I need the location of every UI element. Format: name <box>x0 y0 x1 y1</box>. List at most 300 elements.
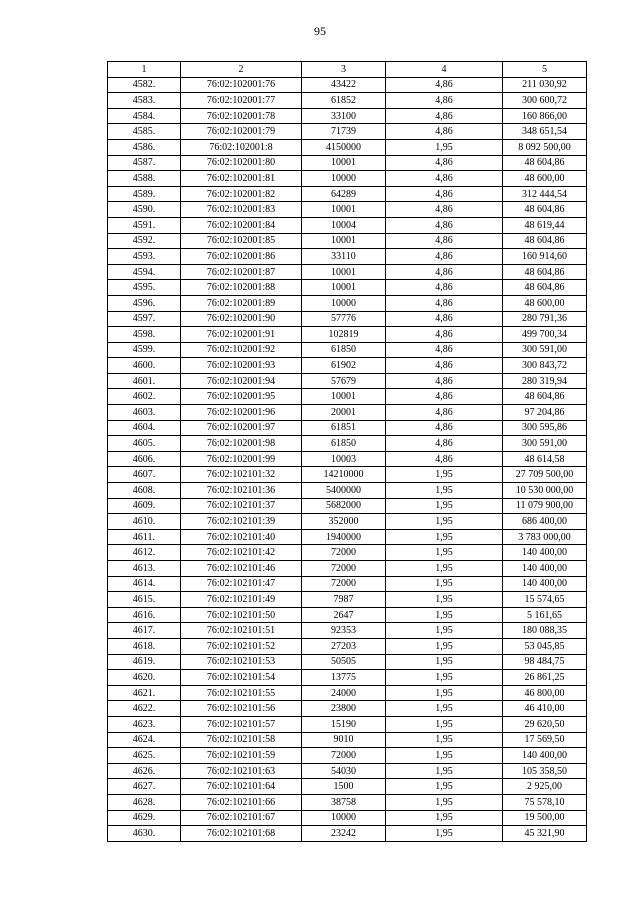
rate-cell: 1,95 <box>386 139 503 155</box>
table-row <box>108 685 587 701</box>
value-cell: 27 709 500,00 <box>503 467 587 483</box>
row-number-cell: 4617. <box>108 623 181 639</box>
table-row <box>108 124 587 140</box>
row-number-cell: 4606. <box>108 451 181 467</box>
cadastral-number-cell: 76:02:102101:49 <box>181 592 302 608</box>
area-cell: 64289 <box>302 186 386 202</box>
rate-cell: 1,95 <box>386 826 503 842</box>
area-cell: 72000 <box>302 545 386 561</box>
row-number-cell: 4612. <box>108 545 181 561</box>
area-cell: 61850 <box>302 342 386 358</box>
rate-cell: 1,95 <box>386 576 503 592</box>
rate-cell: 4,86 <box>386 373 503 389</box>
cadastral-number-cell: 76:02:102101:32 <box>181 467 302 483</box>
table-row <box>108 295 587 311</box>
cadastral-number-cell: 76:02:102101:68 <box>181 826 302 842</box>
row-number-cell: 4608. <box>108 483 181 499</box>
row-number-cell: 4593. <box>108 249 181 265</box>
cadastral-number-cell: 76:02:102101:52 <box>181 638 302 654</box>
row-number-cell: 4628. <box>108 794 181 810</box>
table-row <box>108 732 587 748</box>
column-header: 1 <box>108 62 181 78</box>
row-number-cell: 4602. <box>108 389 181 405</box>
cadastral-number-cell: 76:02:102001:94 <box>181 373 302 389</box>
cadastral-number-cell: 76:02:102001:89 <box>181 295 302 311</box>
table-row <box>108 623 587 639</box>
row-number-cell: 4626. <box>108 763 181 779</box>
row-number-cell: 4603. <box>108 405 181 421</box>
rate-cell: 4,86 <box>386 311 503 327</box>
row-number-cell: 4623. <box>108 716 181 732</box>
value-cell: 160 866,00 <box>503 108 587 124</box>
area-cell: 13775 <box>302 670 386 686</box>
cadastral-number-cell: 76:02:102001:76 <box>181 77 302 93</box>
row-number-cell: 4598. <box>108 327 181 343</box>
value-cell: 48 604,86 <box>503 155 587 171</box>
area-cell: 57776 <box>302 311 386 327</box>
area-cell: 10004 <box>302 217 386 233</box>
value-cell: 53 045,85 <box>503 638 587 654</box>
cadastral-number-cell: 76:02:102001:93 <box>181 358 302 374</box>
value-cell: 48 604,86 <box>503 389 587 405</box>
cadastral-number-cell: 76:02:102001:86 <box>181 249 302 265</box>
table-row <box>108 576 587 592</box>
cadastral-number-cell: 76:02:102001:78 <box>181 108 302 124</box>
table-row <box>108 451 587 467</box>
rate-cell: 4,86 <box>386 233 503 249</box>
rate-cell: 4,86 <box>386 155 503 171</box>
row-number-cell: 4604. <box>108 420 181 436</box>
table-row <box>108 311 587 327</box>
value-cell: 48 604,86 <box>503 233 587 249</box>
row-number-cell: 4619. <box>108 654 181 670</box>
value-cell: 17 569,50 <box>503 732 587 748</box>
rate-cell: 4,86 <box>386 436 503 452</box>
cadastral-number-cell: 76:02:102001:96 <box>181 405 302 421</box>
row-number-cell: 4607. <box>108 467 181 483</box>
cadastral-number-cell: 76:02:102001:8 <box>181 139 302 155</box>
table-row <box>108 420 587 436</box>
value-cell: 19 500,00 <box>503 810 587 826</box>
area-cell: 61850 <box>302 436 386 452</box>
row-number-cell: 4614. <box>108 576 181 592</box>
area-cell: 10001 <box>302 264 386 280</box>
area-cell: 9010 <box>302 732 386 748</box>
row-number-cell: 4613. <box>108 561 181 577</box>
rate-cell: 1,95 <box>386 810 503 826</box>
rate-cell: 1,95 <box>386 685 503 701</box>
cadastral-number-cell: 76:02:102101:37 <box>181 498 302 514</box>
rate-cell: 1,95 <box>386 483 503 499</box>
value-cell: 48 604,86 <box>503 280 587 296</box>
cadastral-number-cell: 76:02:102001:90 <box>181 311 302 327</box>
cadastral-number-cell: 76:02:102101:47 <box>181 576 302 592</box>
value-cell: 300 591,00 <box>503 342 587 358</box>
rate-cell: 1,95 <box>386 592 503 608</box>
rate-cell: 4,86 <box>386 108 503 124</box>
value-cell: 499 700,34 <box>503 327 587 343</box>
table-header <box>108 62 587 78</box>
rate-cell: 4,86 <box>386 420 503 436</box>
table-row <box>108 638 587 654</box>
rate-cell: 1,95 <box>386 732 503 748</box>
column-header: 4 <box>386 62 503 78</box>
table-row <box>108 342 587 358</box>
rate-cell: 4,86 <box>386 451 503 467</box>
row-number-cell: 4588. <box>108 171 181 187</box>
cadastral-number-cell: 76:02:102101:42 <box>181 545 302 561</box>
value-cell: 15 574,65 <box>503 592 587 608</box>
cadastral-number-cell: 76:02:102101:50 <box>181 607 302 623</box>
area-cell: 92353 <box>302 623 386 639</box>
table-row <box>108 810 587 826</box>
row-number-cell: 4589. <box>108 186 181 202</box>
value-cell: 29 620,50 <box>503 716 587 732</box>
rate-cell: 4,86 <box>386 358 503 374</box>
area-cell: 43422 <box>302 77 386 93</box>
cadastral-number-cell: 76:02:102001:95 <box>181 389 302 405</box>
cadastral-number-cell: 76:02:102101:53 <box>181 654 302 670</box>
area-cell: 4150000 <box>302 139 386 155</box>
area-cell: 15190 <box>302 716 386 732</box>
table-row <box>108 155 587 171</box>
area-cell: 1500 <box>302 779 386 795</box>
cadastral-number-cell: 76:02:102101:64 <box>181 779 302 795</box>
rate-cell: 1,95 <box>386 561 503 577</box>
area-cell: 10001 <box>302 389 386 405</box>
value-cell: 160 914,60 <box>503 249 587 265</box>
value-cell: 46 800,00 <box>503 685 587 701</box>
row-number-cell: 4620. <box>108 670 181 686</box>
row-number-cell: 4587. <box>108 155 181 171</box>
cadastral-number-cell: 76:02:102101:57 <box>181 716 302 732</box>
row-number-cell: 4610. <box>108 514 181 530</box>
rate-cell: 4,86 <box>386 77 503 93</box>
row-number-cell: 4616. <box>108 607 181 623</box>
table-row <box>108 217 587 233</box>
table-row <box>108 280 587 296</box>
row-number-cell: 4583. <box>108 93 181 109</box>
value-cell: 180 088,35 <box>503 623 587 639</box>
row-number-cell: 4585. <box>108 124 181 140</box>
value-cell: 8 092 500,00 <box>503 139 587 155</box>
value-cell: 300 843,72 <box>503 358 587 374</box>
area-cell: 72000 <box>302 561 386 577</box>
cadastral-number-cell: 76:02:102001:79 <box>181 124 302 140</box>
area-cell: 352000 <box>302 514 386 530</box>
value-cell: 48 604,86 <box>503 264 587 280</box>
cadastral-number-cell: 76:02:102001:99 <box>181 451 302 467</box>
cadastral-number-cell: 76:02:102101:58 <box>181 732 302 748</box>
table-row <box>108 716 587 732</box>
row-number-cell: 4609. <box>108 498 181 514</box>
row-number-cell: 4592. <box>108 233 181 249</box>
area-cell: 5682000 <box>302 498 386 514</box>
table-row <box>108 373 587 389</box>
value-cell: 75 578,10 <box>503 794 587 810</box>
cadastral-number-cell: 76:02:102101:39 <box>181 514 302 530</box>
rate-cell: 1,95 <box>386 701 503 717</box>
rate-cell: 4,86 <box>386 171 503 187</box>
table-row <box>108 249 587 265</box>
rate-cell: 1,95 <box>386 514 503 530</box>
row-number-cell: 4595. <box>108 280 181 296</box>
area-cell: 61902 <box>302 358 386 374</box>
cadastral-number-cell: 76:02:102101:54 <box>181 670 302 686</box>
area-cell: 10001 <box>302 155 386 171</box>
area-cell: 50505 <box>302 654 386 670</box>
row-number-cell: 4597. <box>108 311 181 327</box>
cadastral-number-cell: 76:02:102001:91 <box>181 327 302 343</box>
area-cell: 14210000 <box>302 467 386 483</box>
row-number-cell: 4582. <box>108 77 181 93</box>
cadastral-number-cell: 76:02:102101:40 <box>181 529 302 545</box>
rate-cell: 1,95 <box>386 467 503 483</box>
cadastral-number-cell: 76:02:102101:66 <box>181 794 302 810</box>
value-cell: 686 400,00 <box>503 514 587 530</box>
value-cell: 300 595,86 <box>503 420 587 436</box>
value-cell: 140 400,00 <box>503 748 587 764</box>
cadastral-number-cell: 76:02:102001:81 <box>181 171 302 187</box>
table-row <box>108 701 587 717</box>
rate-cell: 4,86 <box>386 217 503 233</box>
cadastral-number-cell: 76:02:102001:82 <box>181 186 302 202</box>
rate-cell: 1,95 <box>386 716 503 732</box>
rate-cell: 4,86 <box>386 93 503 109</box>
row-number-cell: 4618. <box>108 638 181 654</box>
row-number-cell: 4601. <box>108 373 181 389</box>
rate-cell: 1,95 <box>386 670 503 686</box>
cadastral-number-cell: 76:02:102001:83 <box>181 202 302 218</box>
rate-cell: 4,86 <box>386 295 503 311</box>
table-row <box>108 171 587 187</box>
table-row <box>108 139 587 155</box>
row-number-cell: 4615. <box>108 592 181 608</box>
cadastral-number-cell: 76:02:102101:63 <box>181 763 302 779</box>
value-cell: 97 204,86 <box>503 405 587 421</box>
value-cell: 48 614,58 <box>503 451 587 467</box>
rate-cell: 1,95 <box>386 545 503 561</box>
area-cell: 10001 <box>302 280 386 296</box>
value-cell: 140 400,00 <box>503 576 587 592</box>
row-number-cell: 4600. <box>108 358 181 374</box>
table-row <box>108 794 587 810</box>
cadastral-number-cell: 76:02:102101:46 <box>181 561 302 577</box>
rate-cell: 4,86 <box>386 280 503 296</box>
value-cell: 300 591,00 <box>503 436 587 452</box>
row-number-cell: 4605. <box>108 436 181 452</box>
area-cell: 61852 <box>302 93 386 109</box>
value-cell: 348 651,54 <box>503 124 587 140</box>
table-row <box>108 514 587 530</box>
row-number-cell: 4621. <box>108 685 181 701</box>
table-row <box>108 108 587 124</box>
area-cell: 20001 <box>302 405 386 421</box>
row-number-cell: 4629. <box>108 810 181 826</box>
rate-cell: 1,95 <box>386 607 503 623</box>
cadastral-number-cell: 76:02:102001:87 <box>181 264 302 280</box>
area-cell: 10000 <box>302 171 386 187</box>
rate-cell: 1,95 <box>386 763 503 779</box>
area-cell: 10003 <box>302 451 386 467</box>
table-row <box>108 483 587 499</box>
value-cell: 140 400,00 <box>503 561 587 577</box>
area-cell: 10000 <box>302 810 386 826</box>
data-table <box>107 61 587 842</box>
area-cell: 72000 <box>302 576 386 592</box>
value-cell: 2 925,00 <box>503 779 587 795</box>
value-cell: 48 604,86 <box>503 202 587 218</box>
row-number-cell: 4590. <box>108 202 181 218</box>
table-row <box>108 654 587 670</box>
column-header: 5 <box>503 62 587 78</box>
cadastral-number-cell: 76:02:102101:51 <box>181 623 302 639</box>
value-cell: 10 530 000,00 <box>503 483 587 499</box>
table-row <box>108 779 587 795</box>
value-cell: 48 600,00 <box>503 295 587 311</box>
rate-cell: 1,95 <box>386 654 503 670</box>
area-cell: 24000 <box>302 685 386 701</box>
area-cell: 23800 <box>302 701 386 717</box>
area-cell: 71739 <box>302 124 386 140</box>
row-number-cell: 4586. <box>108 139 181 155</box>
rate-cell: 1,95 <box>386 638 503 654</box>
rate-cell: 4,86 <box>386 327 503 343</box>
table-row <box>108 405 587 421</box>
cadastral-number-cell: 76:02:102101:59 <box>181 748 302 764</box>
cadastral-number-cell: 76:02:102101:36 <box>181 483 302 499</box>
table-row <box>108 93 587 109</box>
rate-cell: 4,86 <box>386 186 503 202</box>
table-row <box>108 436 587 452</box>
table-row <box>108 545 587 561</box>
value-cell: 211 030,92 <box>503 77 587 93</box>
rate-cell: 4,86 <box>386 342 503 358</box>
table-row <box>108 77 587 93</box>
rate-cell: 4,86 <box>386 389 503 405</box>
row-number-cell: 4627. <box>108 779 181 795</box>
area-cell: 1940000 <box>302 529 386 545</box>
cadastral-number-cell: 76:02:102001:98 <box>181 436 302 452</box>
table-row <box>108 264 587 280</box>
value-cell: 105 358,50 <box>503 763 587 779</box>
value-cell: 46 410,00 <box>503 701 587 717</box>
area-cell: 5400000 <box>302 483 386 499</box>
page-number: 95 <box>314 24 326 38</box>
table-row <box>108 389 587 405</box>
value-cell: 5 161,65 <box>503 607 587 623</box>
column-header: 2 <box>181 62 302 78</box>
cadastral-number-cell: 76:02:102001:77 <box>181 93 302 109</box>
area-cell: 38758 <box>302 794 386 810</box>
value-cell: 26 861,25 <box>503 670 587 686</box>
row-number-cell: 4584. <box>108 108 181 124</box>
value-cell: 48 619,44 <box>503 217 587 233</box>
table-row <box>108 186 587 202</box>
cadastral-number-cell: 76:02:102101:67 <box>181 810 302 826</box>
table-row <box>108 358 587 374</box>
area-cell: 27203 <box>302 638 386 654</box>
area-cell: 10000 <box>302 295 386 311</box>
area-cell: 57679 <box>302 373 386 389</box>
value-cell: 312 444,54 <box>503 186 587 202</box>
area-cell: 7987 <box>302 592 386 608</box>
rate-cell: 1,95 <box>386 779 503 795</box>
cadastral-number-cell: 76:02:102001:92 <box>181 342 302 358</box>
table-row <box>108 498 587 514</box>
area-cell: 10001 <box>302 233 386 249</box>
table-body <box>108 77 587 841</box>
table-row <box>108 202 587 218</box>
table-row <box>108 467 587 483</box>
row-number-cell: 4622. <box>108 701 181 717</box>
area-cell: 2647 <box>302 607 386 623</box>
rate-cell: 1,95 <box>386 498 503 514</box>
table-row <box>108 763 587 779</box>
area-cell: 54030 <box>302 763 386 779</box>
rate-cell: 1,95 <box>386 794 503 810</box>
rate-cell: 4,86 <box>386 405 503 421</box>
table-row <box>108 561 587 577</box>
value-cell: 11 079 900,00 <box>503 498 587 514</box>
cadastral-number-cell: 76:02:102101:55 <box>181 685 302 701</box>
area-cell: 102819 <box>302 327 386 343</box>
row-number-cell: 4599. <box>108 342 181 358</box>
value-cell: 140 400,00 <box>503 545 587 561</box>
area-cell: 23242 <box>302 826 386 842</box>
value-cell: 45 321,90 <box>503 826 587 842</box>
rate-cell: 4,86 <box>386 249 503 265</box>
row-number-cell: 4594. <box>108 264 181 280</box>
cadastral-number-cell: 76:02:102101:56 <box>181 701 302 717</box>
cadastral-number-cell: 76:02:102001:80 <box>181 155 302 171</box>
value-cell: 98 484,75 <box>503 654 587 670</box>
value-cell: 280 791,36 <box>503 311 587 327</box>
cadastral-number-cell: 76:02:102001:88 <box>181 280 302 296</box>
table-row <box>108 327 587 343</box>
rate-cell: 1,95 <box>386 748 503 764</box>
cadastral-number-cell: 76:02:102001:84 <box>181 217 302 233</box>
value-cell: 3 783 000,00 <box>503 529 587 545</box>
table-row <box>108 607 587 623</box>
value-cell: 280 319,94 <box>503 373 587 389</box>
area-cell: 10001 <box>302 202 386 218</box>
table-row <box>108 748 587 764</box>
table-row <box>108 592 587 608</box>
header-row <box>108 62 587 78</box>
value-cell: 48 600,00 <box>503 171 587 187</box>
area-cell: 33100 <box>302 108 386 124</box>
table-row <box>108 233 587 249</box>
table-row <box>108 826 587 842</box>
row-number-cell: 4611. <box>108 529 181 545</box>
table-row <box>108 670 587 686</box>
cadastral-number-cell: 76:02:102001:97 <box>181 420 302 436</box>
row-number-cell: 4625. <box>108 748 181 764</box>
row-number-cell: 4591. <box>108 217 181 233</box>
row-number-cell: 4596. <box>108 295 181 311</box>
rate-cell: 4,86 <box>386 264 503 280</box>
rate-cell: 1,95 <box>386 623 503 639</box>
table-row <box>108 529 587 545</box>
rate-cell: 4,86 <box>386 124 503 140</box>
cadastral-number-cell: 76:02:102001:85 <box>181 233 302 249</box>
area-cell: 33110 <box>302 249 386 265</box>
column-header: 3 <box>302 62 386 78</box>
value-cell: 300 600,72 <box>503 93 587 109</box>
row-number-cell: 4624. <box>108 732 181 748</box>
area-cell: 72000 <box>302 748 386 764</box>
